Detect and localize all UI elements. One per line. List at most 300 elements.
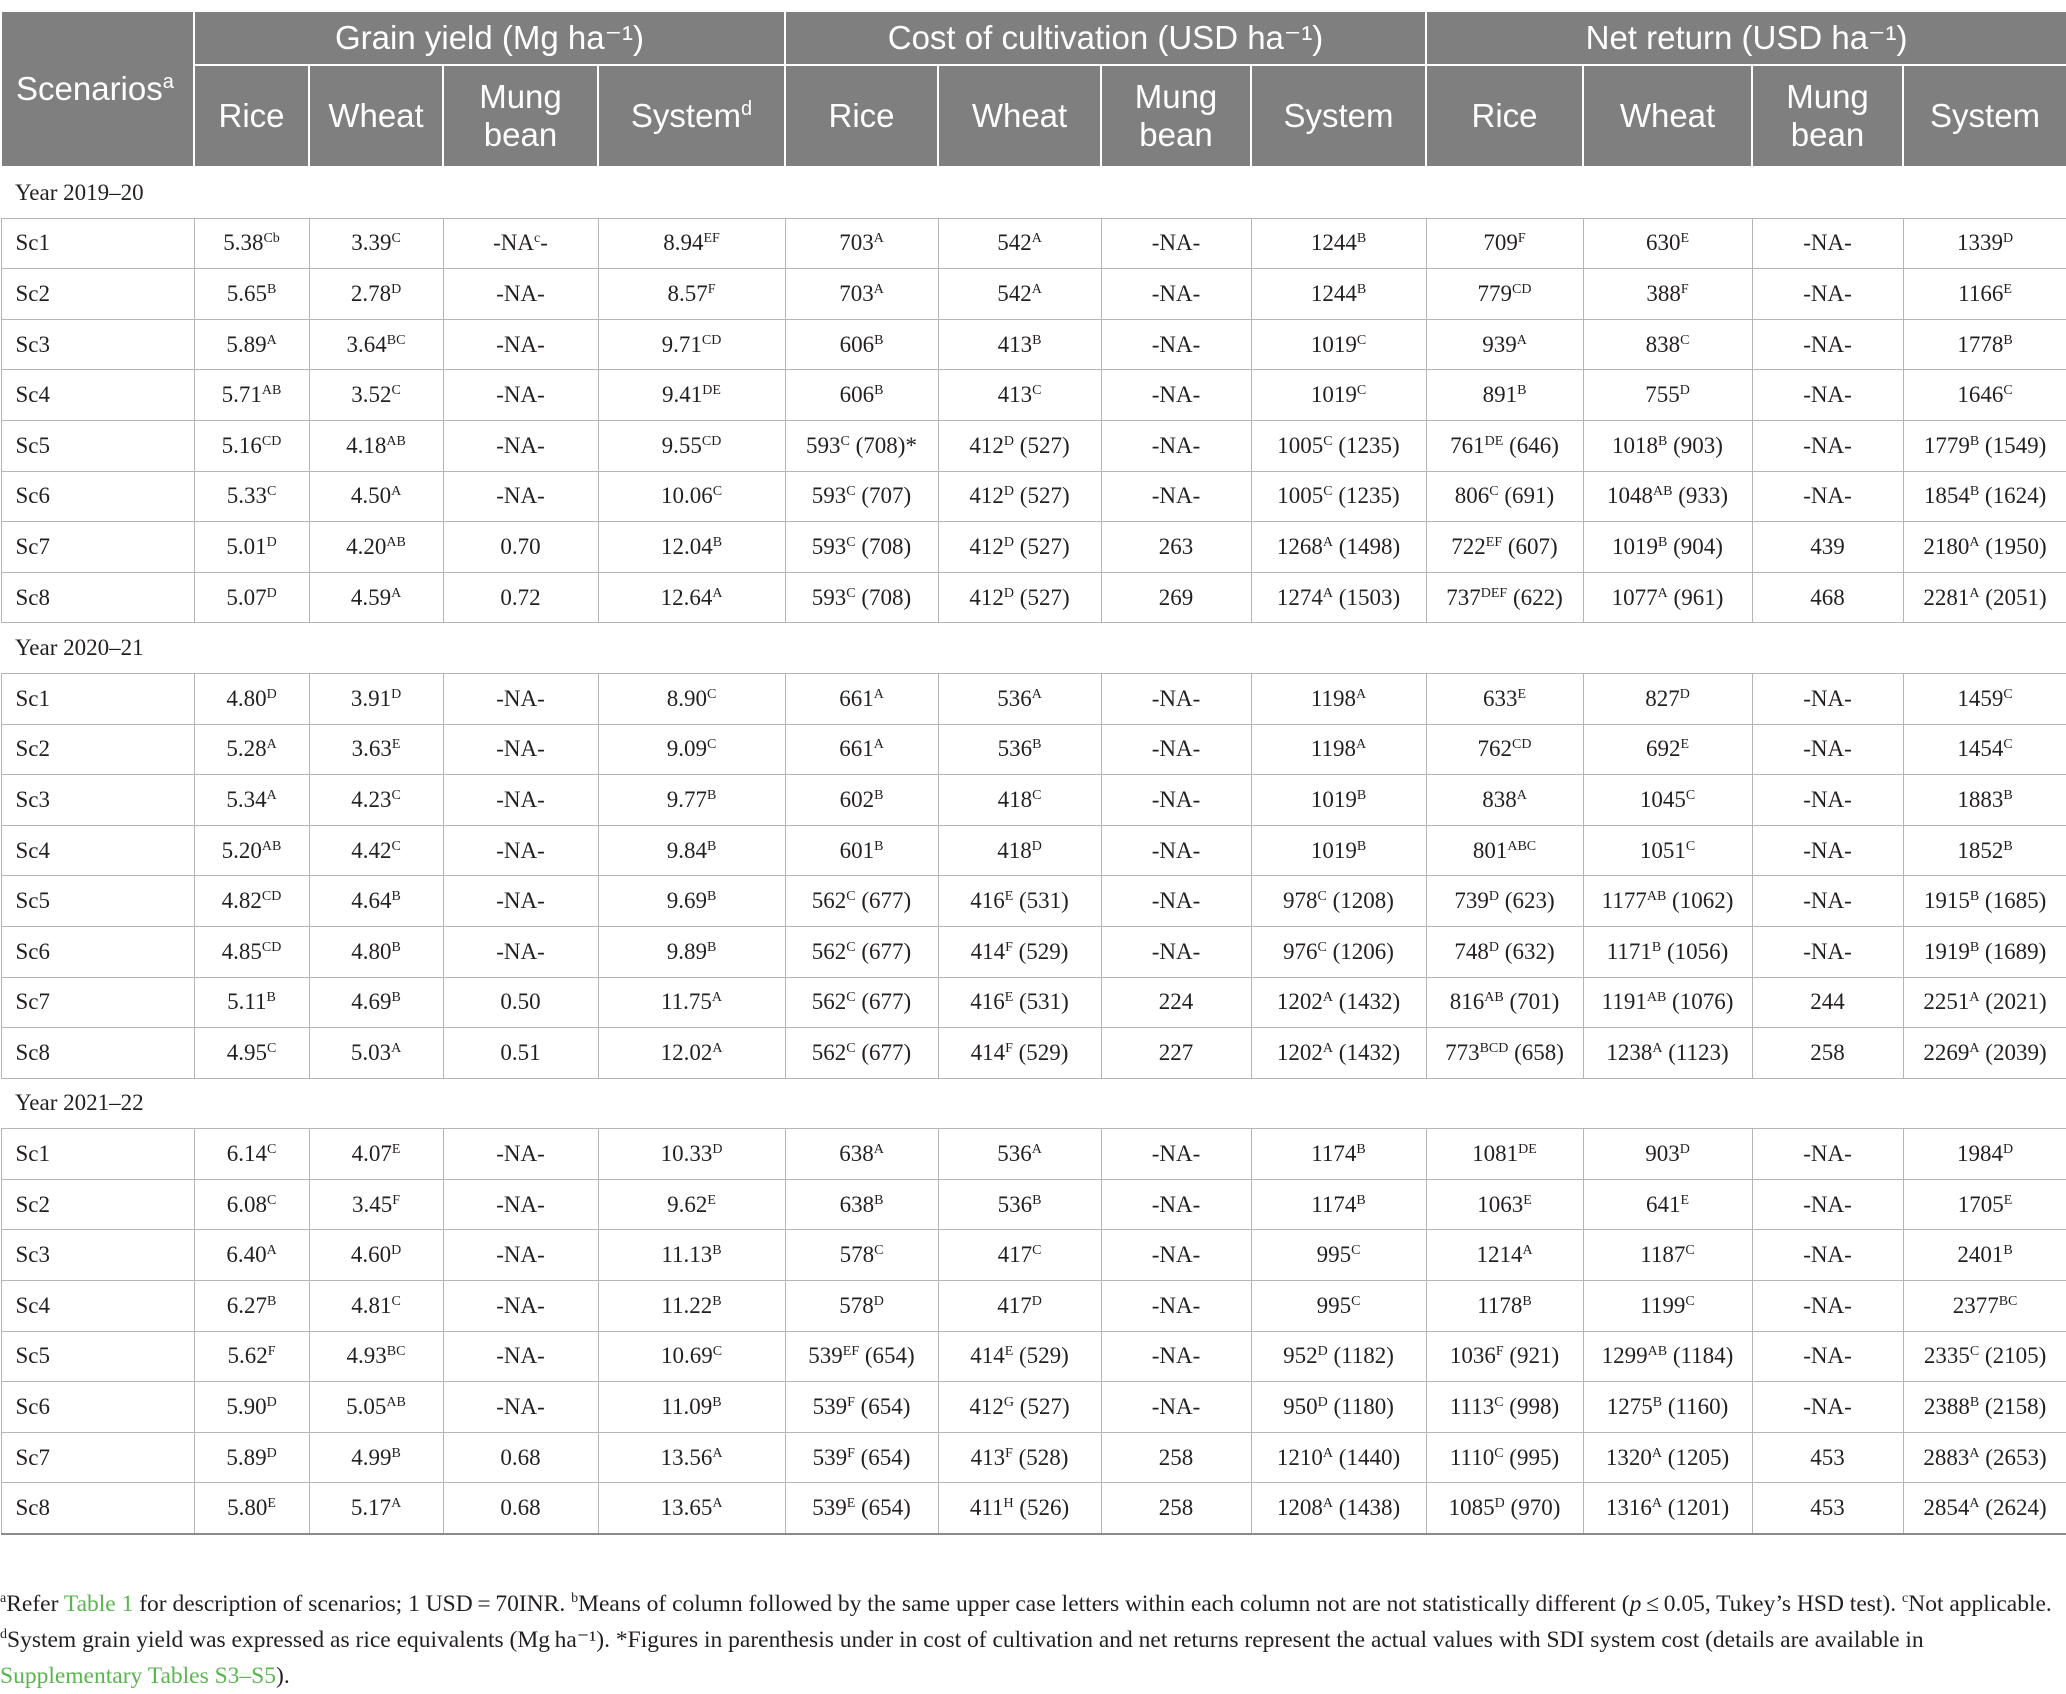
table-cell: 258	[1752, 1028, 1903, 1079]
table-cell: $12.64^A$	[598, 572, 785, 623]
table-cell: $5.38^{Cb}$	[194, 218, 309, 269]
subheader-cost-mung: Mung bean	[1101, 65, 1251, 167]
table-cell: $13.65^A$	[598, 1483, 785, 1534]
table-cell: -NA-	[1752, 775, 1903, 826]
table-1-link[interactable]: Table 1	[63, 1591, 134, 1617]
table-cell: -NA-	[1752, 1230, 1903, 1281]
table-cell: -NA-	[1752, 673, 1903, 724]
table-cell: $417^C$	[938, 1230, 1101, 1281]
scenario-label: Sc1	[1, 673, 194, 724]
table-cell: $641^E$	[1583, 1179, 1752, 1230]
table-cell: 0.50	[443, 977, 598, 1028]
table-cell: $4.80^D$	[194, 673, 309, 724]
table-cell: $801^{ABC}$	[1426, 825, 1583, 876]
table-cell: -NA-	[443, 1382, 598, 1433]
table-cell: $5.89^A$	[194, 319, 309, 370]
table-cell: $1005^C$ (1235)	[1251, 471, 1426, 522]
table-cell: -NA-	[1101, 1382, 1251, 1433]
table-cell: $11.22^B$	[598, 1281, 785, 1332]
table-cell: $418^C$	[938, 775, 1101, 826]
table-cell: -NA-	[1752, 471, 1903, 522]
table-cell: -NA-	[443, 825, 598, 876]
table-cell: $416^E$ (531)	[938, 876, 1101, 927]
table-cell: $1202^A$ (1432)	[1251, 977, 1426, 1028]
table-cell: $816^{AB}$ (701)	[1426, 977, 1583, 1028]
table-cell: $1198^A$	[1251, 724, 1426, 775]
table-cell: $8.90^C$	[598, 673, 785, 724]
table-cell: -NA-	[1101, 319, 1251, 370]
table-cell: $388^F$	[1583, 269, 1752, 320]
table-cell: $539^F$ (654)	[785, 1382, 938, 1433]
table-cell: -NA-	[1101, 775, 1251, 826]
table-cell: $2335^C$ (2105)	[1903, 1331, 2066, 1382]
table-header	[1, 11, 2066, 167]
table-cell: $6.40^A$	[194, 1230, 309, 1281]
table-row	[1, 1432, 2066, 1483]
table-cell: $737^{DEF}$ (622)	[1426, 572, 1583, 623]
table-cell: $1214^A$	[1426, 1230, 1583, 1281]
table-cell: $1077^A$ (961)	[1583, 572, 1752, 623]
table-cell: -NA-	[1752, 1179, 1903, 1230]
table-cell: $3.45^F$	[309, 1179, 443, 1230]
table-cell: $412^G$ (527)	[938, 1382, 1101, 1433]
table-cell: $5.05^{AB}$	[309, 1382, 443, 1433]
table-cell: $412^D$ (527)	[938, 572, 1101, 623]
table-cell: $5.34^A$	[194, 775, 309, 826]
table-row	[1, 926, 2066, 977]
table-cell: $1244^B$	[1251, 218, 1426, 269]
table-cell: $1454^C$	[1903, 724, 2066, 775]
table-cell: 0.68	[443, 1483, 598, 1534]
table-cell: $4.60^D$	[309, 1230, 443, 1281]
table-cell: $8.94^{EF}$	[598, 218, 785, 269]
header-grain-yield: Grain yield (Mg ha⁻¹)	[194, 11, 785, 65]
table-row	[1, 269, 2066, 320]
table-cell: $562^C$ (677)	[785, 876, 938, 927]
table-cell: $6.14^C$	[194, 1129, 309, 1180]
table-row	[1, 977, 2066, 1028]
table-cell: $1036^F$ (921)	[1426, 1331, 1583, 1382]
table-cell: $5.33^C$	[194, 471, 309, 522]
table-cell: -NA-	[443, 775, 598, 826]
table-cell: -NA-	[443, 269, 598, 320]
table-cell: $412^D$ (527)	[938, 471, 1101, 522]
table-cell: 244	[1752, 977, 1903, 1028]
table-cell: $2180^A$ (1950)	[1903, 522, 2066, 573]
table-cell: $1919^B$ (1689)	[1903, 926, 2066, 977]
table-cell: $606^B$	[785, 370, 938, 421]
table-cell: $1198^A$	[1251, 673, 1426, 724]
table-cell: $578^D$	[785, 1281, 938, 1332]
table-cell: $4.59^A$	[309, 572, 443, 623]
table-cell: -NA-	[443, 1179, 598, 1230]
table-cell: -NA-	[1101, 673, 1251, 724]
table-cell: -NA-	[443, 926, 598, 977]
year-row	[1, 1078, 2066, 1129]
table-cell: -NA-	[443, 471, 598, 522]
table-cell: $414^F$ (529)	[938, 1028, 1101, 1079]
table-cell: $1174^B$	[1251, 1129, 1426, 1180]
table-cell: 0.70	[443, 522, 598, 573]
table-cell: $2388^B$ (2158)	[1903, 1382, 2066, 1433]
table-cell: $1045^C$	[1583, 775, 1752, 826]
table-cell: $2377^{BC}$	[1903, 1281, 2066, 1332]
scenario-label: Sc5	[1, 876, 194, 927]
table-cell: $412^D$ (527)	[938, 522, 1101, 573]
table-cell: $4.42^C$	[309, 825, 443, 876]
table-row	[1, 370, 2066, 421]
table-cell: $1274^A$ (1503)	[1251, 572, 1426, 623]
table-row	[1, 825, 2066, 876]
table-row	[1, 1129, 2066, 1180]
table-cell: $562^C$ (677)	[785, 1028, 938, 1079]
subheader-cost-rice: Rice	[785, 65, 938, 167]
table-cell: $414^E$ (529)	[938, 1331, 1101, 1382]
table-cell: $9.62^E$	[598, 1179, 785, 1230]
table-cell: $2269^A$ (2039)	[1903, 1028, 2066, 1079]
header-scenarios: Scenarios$^a$	[1, 11, 194, 167]
table-cell: -NA-	[443, 1129, 598, 1180]
table-cell: 453	[1752, 1432, 1903, 1483]
table-cell: $5.01^D$	[194, 522, 309, 573]
table-cell: $1019^C$	[1251, 319, 1426, 370]
table-cell: $1320^A$ (1205)	[1583, 1432, 1752, 1483]
table-cell: $3.64^{BC}$	[309, 319, 443, 370]
table-row	[1, 673, 2066, 724]
table-cell: $709^F$	[1426, 218, 1583, 269]
table-cell: $1113^C$ (998)	[1426, 1382, 1583, 1433]
table-cell: $1210^A$ (1440)	[1251, 1432, 1426, 1483]
table-cell: $903^D$	[1583, 1129, 1752, 1180]
table-cell: $4.07^E$	[309, 1129, 443, 1180]
table-cell: $2854^A$ (2624)	[1903, 1483, 2066, 1534]
year-label: Year 2019–20	[1, 167, 2066, 218]
table-cell: 439	[1752, 522, 1903, 573]
year-label: Year 2020–21	[1, 623, 2066, 674]
subheader-net-return-wheat: Wheat	[1583, 65, 1752, 167]
year-row	[1, 623, 2066, 674]
table-cell: $11.09^B$	[598, 1382, 785, 1433]
table-cell: $838^A$	[1426, 775, 1583, 826]
table-cell: $5.80^E$	[194, 1483, 309, 1534]
scenario-label: Sc8	[1, 1028, 194, 1079]
table-cell: -NA-	[1101, 471, 1251, 522]
scenario-label: Sc8	[1, 1483, 194, 1534]
scenario-label: Sc6	[1, 1382, 194, 1433]
table-cell: $1779^B$ (1549)	[1903, 420, 2066, 471]
table-cell: -NA-	[1101, 1129, 1251, 1180]
table-cell: 263	[1101, 522, 1251, 573]
table-cell: $411^H$ (526)	[938, 1483, 1101, 1534]
table-cell: $1171^B$ (1056)	[1583, 926, 1752, 977]
table-cell: $1177^{AB}$ (1062)	[1583, 876, 1752, 927]
table-cell: $9.71^{CD}$	[598, 319, 785, 370]
table-cell: $2883^A$ (2653)	[1903, 1432, 2066, 1483]
table-cell: $1174^B$	[1251, 1179, 1426, 1230]
scenario-label: Sc3	[1, 775, 194, 826]
table-cell: $593^C$ (708)	[785, 572, 938, 623]
table-cell: $5.90^D$	[194, 1382, 309, 1433]
table-cell: $1299^{AB}$ (1184)	[1583, 1331, 1752, 1382]
table-cell: $1191^{AB}$ (1076)	[1583, 977, 1752, 1028]
table-cell: $10.69^C$	[598, 1331, 785, 1382]
table-cell: $418^D$	[938, 825, 1101, 876]
table-cell: $6.27^B$	[194, 1281, 309, 1332]
table-cell: -NA-	[1752, 269, 1903, 320]
table-cell: $703^A$	[785, 269, 938, 320]
table-cell: $4.93^{BC}$	[309, 1331, 443, 1382]
table-cell: -NA-	[443, 319, 598, 370]
table-cell: $4.95^C$	[194, 1028, 309, 1079]
table-cell: -NA-	[1101, 926, 1251, 977]
results-table	[0, 10, 2066, 1535]
table-cell: $10.33^D$	[598, 1129, 785, 1180]
table-cell: $593^C$ (707)	[785, 471, 938, 522]
scenario-label: Sc7	[1, 977, 194, 1028]
table-footnote: $^a$Refer Table 1 for description of scenarios; 1 USD = 70INR. $^b$Means of column followed by the same upper case letters within each column not are not statistically different (p ≤ 0.05, Tukey’s HSD test). $^c$Not applicable. $^d$System grain yield was expressed as rice equivalents (Mg ha⁻¹). *Figures in parenthesis under in cost of cultivation and net returns represent the actual values with SDI system cost (details are available in Supplementary Tables S3–S5).	[0, 1591, 2052, 1689]
table-cell: $1019^B$	[1251, 775, 1426, 826]
subheader-grain-yield-wheat: Wheat	[309, 65, 443, 167]
table-cell: -NA-	[443, 673, 598, 724]
table-cell: $978^C$ (1208)	[1251, 876, 1426, 927]
table-cell: $1208^A$ (1438)	[1251, 1483, 1426, 1534]
table-cell: $950^D$ (1180)	[1251, 1382, 1426, 1433]
table-cell: $536^A$	[938, 1129, 1101, 1180]
table-cell: -NA-	[443, 1331, 598, 1382]
table-cell: -NA-	[1101, 825, 1251, 876]
table-cell: $5.11^B$	[194, 977, 309, 1028]
table-cell: -NA-	[1752, 218, 1903, 269]
table-row	[1, 471, 2066, 522]
table-cell: $995^C$	[1251, 1230, 1426, 1281]
table-cell: $5.07^D$	[194, 572, 309, 623]
table-row	[1, 1028, 2066, 1079]
table-cell: $638^A$	[785, 1129, 938, 1180]
table-cell: $5.28^A$	[194, 724, 309, 775]
table-cell: 9.41DE	[598, 370, 785, 421]
table-cell: $630^E$	[1583, 218, 1752, 269]
table-cell: 0.68	[443, 1432, 598, 1483]
subheader-grain-yield-rice: Rice	[194, 65, 309, 167]
table-cell: $593^C$ (708)	[785, 522, 938, 573]
table-cell: $4.69^B$	[309, 977, 443, 1028]
table-cell: $1316^A$ (1201)	[1583, 1483, 1752, 1534]
table-cell: $1778^B$	[1903, 319, 2066, 370]
table-cell: -NA-	[1752, 825, 1903, 876]
scenario-label: Sc8	[1, 572, 194, 623]
table-row	[1, 319, 2066, 370]
table-cell: $633^E$	[1426, 673, 1583, 724]
table-cell: $939^A$	[1426, 319, 1583, 370]
table-cell: $1166^E$	[1903, 269, 2066, 320]
table-cell: $722^{EF}$ (607)	[1426, 522, 1583, 573]
subheader-cost-wheat: Wheat	[938, 65, 1101, 167]
table-cell: -NA-	[1101, 1331, 1251, 1382]
table-cell: $5.89^D$	[194, 1432, 309, 1483]
scenario-label: Sc1	[1, 218, 194, 269]
table-row	[1, 1331, 2066, 1382]
table-cell: $1238^A$ (1123)	[1583, 1028, 1752, 1079]
table-cell: $3.91^D$	[309, 673, 443, 724]
scenario-label: Sc2	[1, 724, 194, 775]
table-cell: 1081DE	[1426, 1129, 1583, 1180]
table-cell: $2251^A$ (2021)	[1903, 977, 2066, 1028]
table-cell: -NA-	[1752, 370, 1903, 421]
table-cell: $5.62^F$	[194, 1331, 309, 1382]
scenario-label: Sc4	[1, 1281, 194, 1332]
table-cell: $5.17^A$	[309, 1483, 443, 1534]
table-body	[1, 167, 2066, 1534]
table-cell: $1275^B$ (1160)	[1583, 1382, 1752, 1433]
table-cell: $827^D$	[1583, 673, 1752, 724]
subheader-cost-system: System	[1251, 65, 1426, 167]
table-cell: -NA-	[1752, 1331, 1903, 1382]
table-cell: $578^C$	[785, 1230, 938, 1281]
table-cell: $536^B$	[938, 724, 1101, 775]
table-row	[1, 724, 2066, 775]
table-cell: -NA-	[1752, 1382, 1903, 1433]
table-cell: $414^F$ (529)	[938, 926, 1101, 977]
table-cell: $417^D$	[938, 1281, 1101, 1332]
table-cell: -NA-	[1752, 319, 1903, 370]
table-cell: $1063^E$	[1426, 1179, 1583, 1230]
scenario-label: Sc6	[1, 471, 194, 522]
table-row	[1, 876, 2066, 927]
table-row	[1, 218, 2066, 269]
table-row	[1, 1382, 2066, 1433]
table-cell: $3.63^E$	[309, 724, 443, 775]
table-cell: $9.77^B$	[598, 775, 785, 826]
table-cell: $5.16^{CD}$	[194, 420, 309, 471]
table-cell: $9.69^B$	[598, 876, 785, 927]
table-cell: $9.89^B$	[598, 926, 785, 977]
table-cell: -NA-	[1101, 370, 1251, 421]
table-cell: $2401^B$	[1903, 1230, 2066, 1281]
table-row	[1, 1483, 2066, 1534]
table-cell: -NA-	[1101, 1179, 1251, 1230]
table-cell: $952^D$ (1182)	[1251, 1331, 1426, 1382]
scenario-label: Sc2	[1, 1179, 194, 1230]
scenario-label: Sc5	[1, 1331, 194, 1382]
table-cell: $1883^B$	[1903, 775, 2066, 826]
table-cell: $661^A$	[785, 673, 938, 724]
header-net-return: Net return (USD ha⁻¹)	[1426, 11, 2066, 65]
table-cell: -NA-	[1752, 1281, 1903, 1332]
table-cell: $2.78^D$	[309, 269, 443, 320]
subheader-grain-yield-mung: Mung bean	[443, 65, 598, 167]
table-cell: $755^D$	[1583, 370, 1752, 421]
scenario-label: Sc7	[1, 1432, 194, 1483]
table-row	[1, 420, 2066, 471]
table-cell: $542^A$	[938, 218, 1101, 269]
table-cell: $1051^C$	[1583, 825, 1752, 876]
table-cell: $5.71^{AB}$	[194, 370, 309, 421]
table-cell: $11.75^A$	[598, 977, 785, 1028]
table-cell: $1984^D$	[1903, 1129, 2066, 1180]
table-cell: $4.81^C$	[309, 1281, 443, 1332]
scenario-label: Sc7	[1, 522, 194, 573]
supplementary-tables-link[interactable]: Supplementary Tables S3–S5	[0, 1663, 276, 1689]
table-cell: 269	[1101, 572, 1251, 623]
table-cell: $4.64^B$	[309, 876, 443, 927]
scenario-label: Sc6	[1, 926, 194, 977]
scenario-label: Sc1	[1, 1129, 194, 1180]
table-cell: $3.39^C$	[309, 218, 443, 269]
table-cell: $9.84^B$	[598, 825, 785, 876]
table-row	[1, 572, 2066, 623]
scenario-label: Sc2	[1, 269, 194, 320]
table-cell: $539^E$ (654)	[785, 1483, 938, 1534]
header-cost-of-cultivation: Cost of cultivation (USD ha⁻¹)	[785, 11, 1426, 65]
subheader-net-return-system: System	[1903, 65, 2066, 167]
table-cell: $9.09^C$	[598, 724, 785, 775]
table-cell: $4.18^{AB}$	[309, 420, 443, 471]
table-cell: $416^E$ (531)	[938, 977, 1101, 1028]
table-cell: $1019^B$	[1251, 825, 1426, 876]
table-cell: $12.02^A$	[598, 1028, 785, 1079]
table-cell: $6.08^C$	[194, 1179, 309, 1230]
table-cell: -NA-	[1752, 926, 1903, 977]
table-cell: $4.80^B$	[309, 926, 443, 977]
subheader-net-return-mung: Mung bean	[1752, 65, 1903, 167]
table-cell: $542^A$	[938, 269, 1101, 320]
table-cell: $5.20^{AB}$	[194, 825, 309, 876]
table-cell: $1459^C$	[1903, 673, 2066, 724]
table-cell: -NA-	[1101, 876, 1251, 927]
table-cell: $806^C$ (691)	[1426, 471, 1583, 522]
table-row	[1, 1179, 2066, 1230]
table-cell: $4.85^{CD}$	[194, 926, 309, 977]
table-cell: $703^A$	[785, 218, 938, 269]
table-cell: 258	[1101, 1432, 1251, 1483]
table-cell: $748^D$ (632)	[1426, 926, 1583, 977]
table-row	[1, 1230, 2066, 1281]
table-cell: $1339^D$	[1903, 218, 2066, 269]
table-cell: $1854^B$ (1624)	[1903, 471, 2066, 522]
table-cell: $1199^C$	[1583, 1281, 1752, 1332]
table-cell: $4.99^B$	[309, 1432, 443, 1483]
table-cell: $413^F$ (528)	[938, 1432, 1101, 1483]
table-cell: $1178^B$	[1426, 1281, 1583, 1332]
table-cell: $12.04^B$	[598, 522, 785, 573]
table-cell: $4.20^{AB}$	[309, 522, 443, 573]
table-cell: -NA-	[443, 1281, 598, 1332]
scenario-label: Sc5	[1, 420, 194, 471]
table-cell: $1085^D$ (970)	[1426, 1483, 1583, 1534]
table-cell: -NA-	[443, 370, 598, 421]
table-cell: -NA-	[443, 1230, 598, 1281]
year-row	[1, 167, 2066, 218]
scenario-label: Sc3	[1, 1230, 194, 1281]
table-cell: -NA-	[1752, 724, 1903, 775]
scenario-label: Sc4	[1, 825, 194, 876]
table-cell: $692^E$	[1583, 724, 1752, 775]
table-cell: $1268^A$ (1498)	[1251, 522, 1426, 573]
table-cell: $606^B$	[785, 319, 938, 370]
subheader-net-return-rice: Rice	[1426, 65, 1583, 167]
table-cell: -NA-	[1101, 269, 1251, 320]
table-cell: 0.72	[443, 572, 598, 623]
table-cell: $11.13^B$	[598, 1230, 785, 1281]
table-cell: $762^{CD}$	[1426, 724, 1583, 775]
year-label: Year 2021–22	[1, 1078, 2066, 1129]
table-cell: $1705^E$	[1903, 1179, 2066, 1230]
table-cell: $413^B$	[938, 319, 1101, 370]
table-cell: $5.03^A$	[309, 1028, 443, 1079]
table-cell: $739^D$ (623)	[1426, 876, 1583, 927]
table-cell: $1018^B$ (903)	[1583, 420, 1752, 471]
table-cell: -NA-	[1101, 1230, 1251, 1281]
